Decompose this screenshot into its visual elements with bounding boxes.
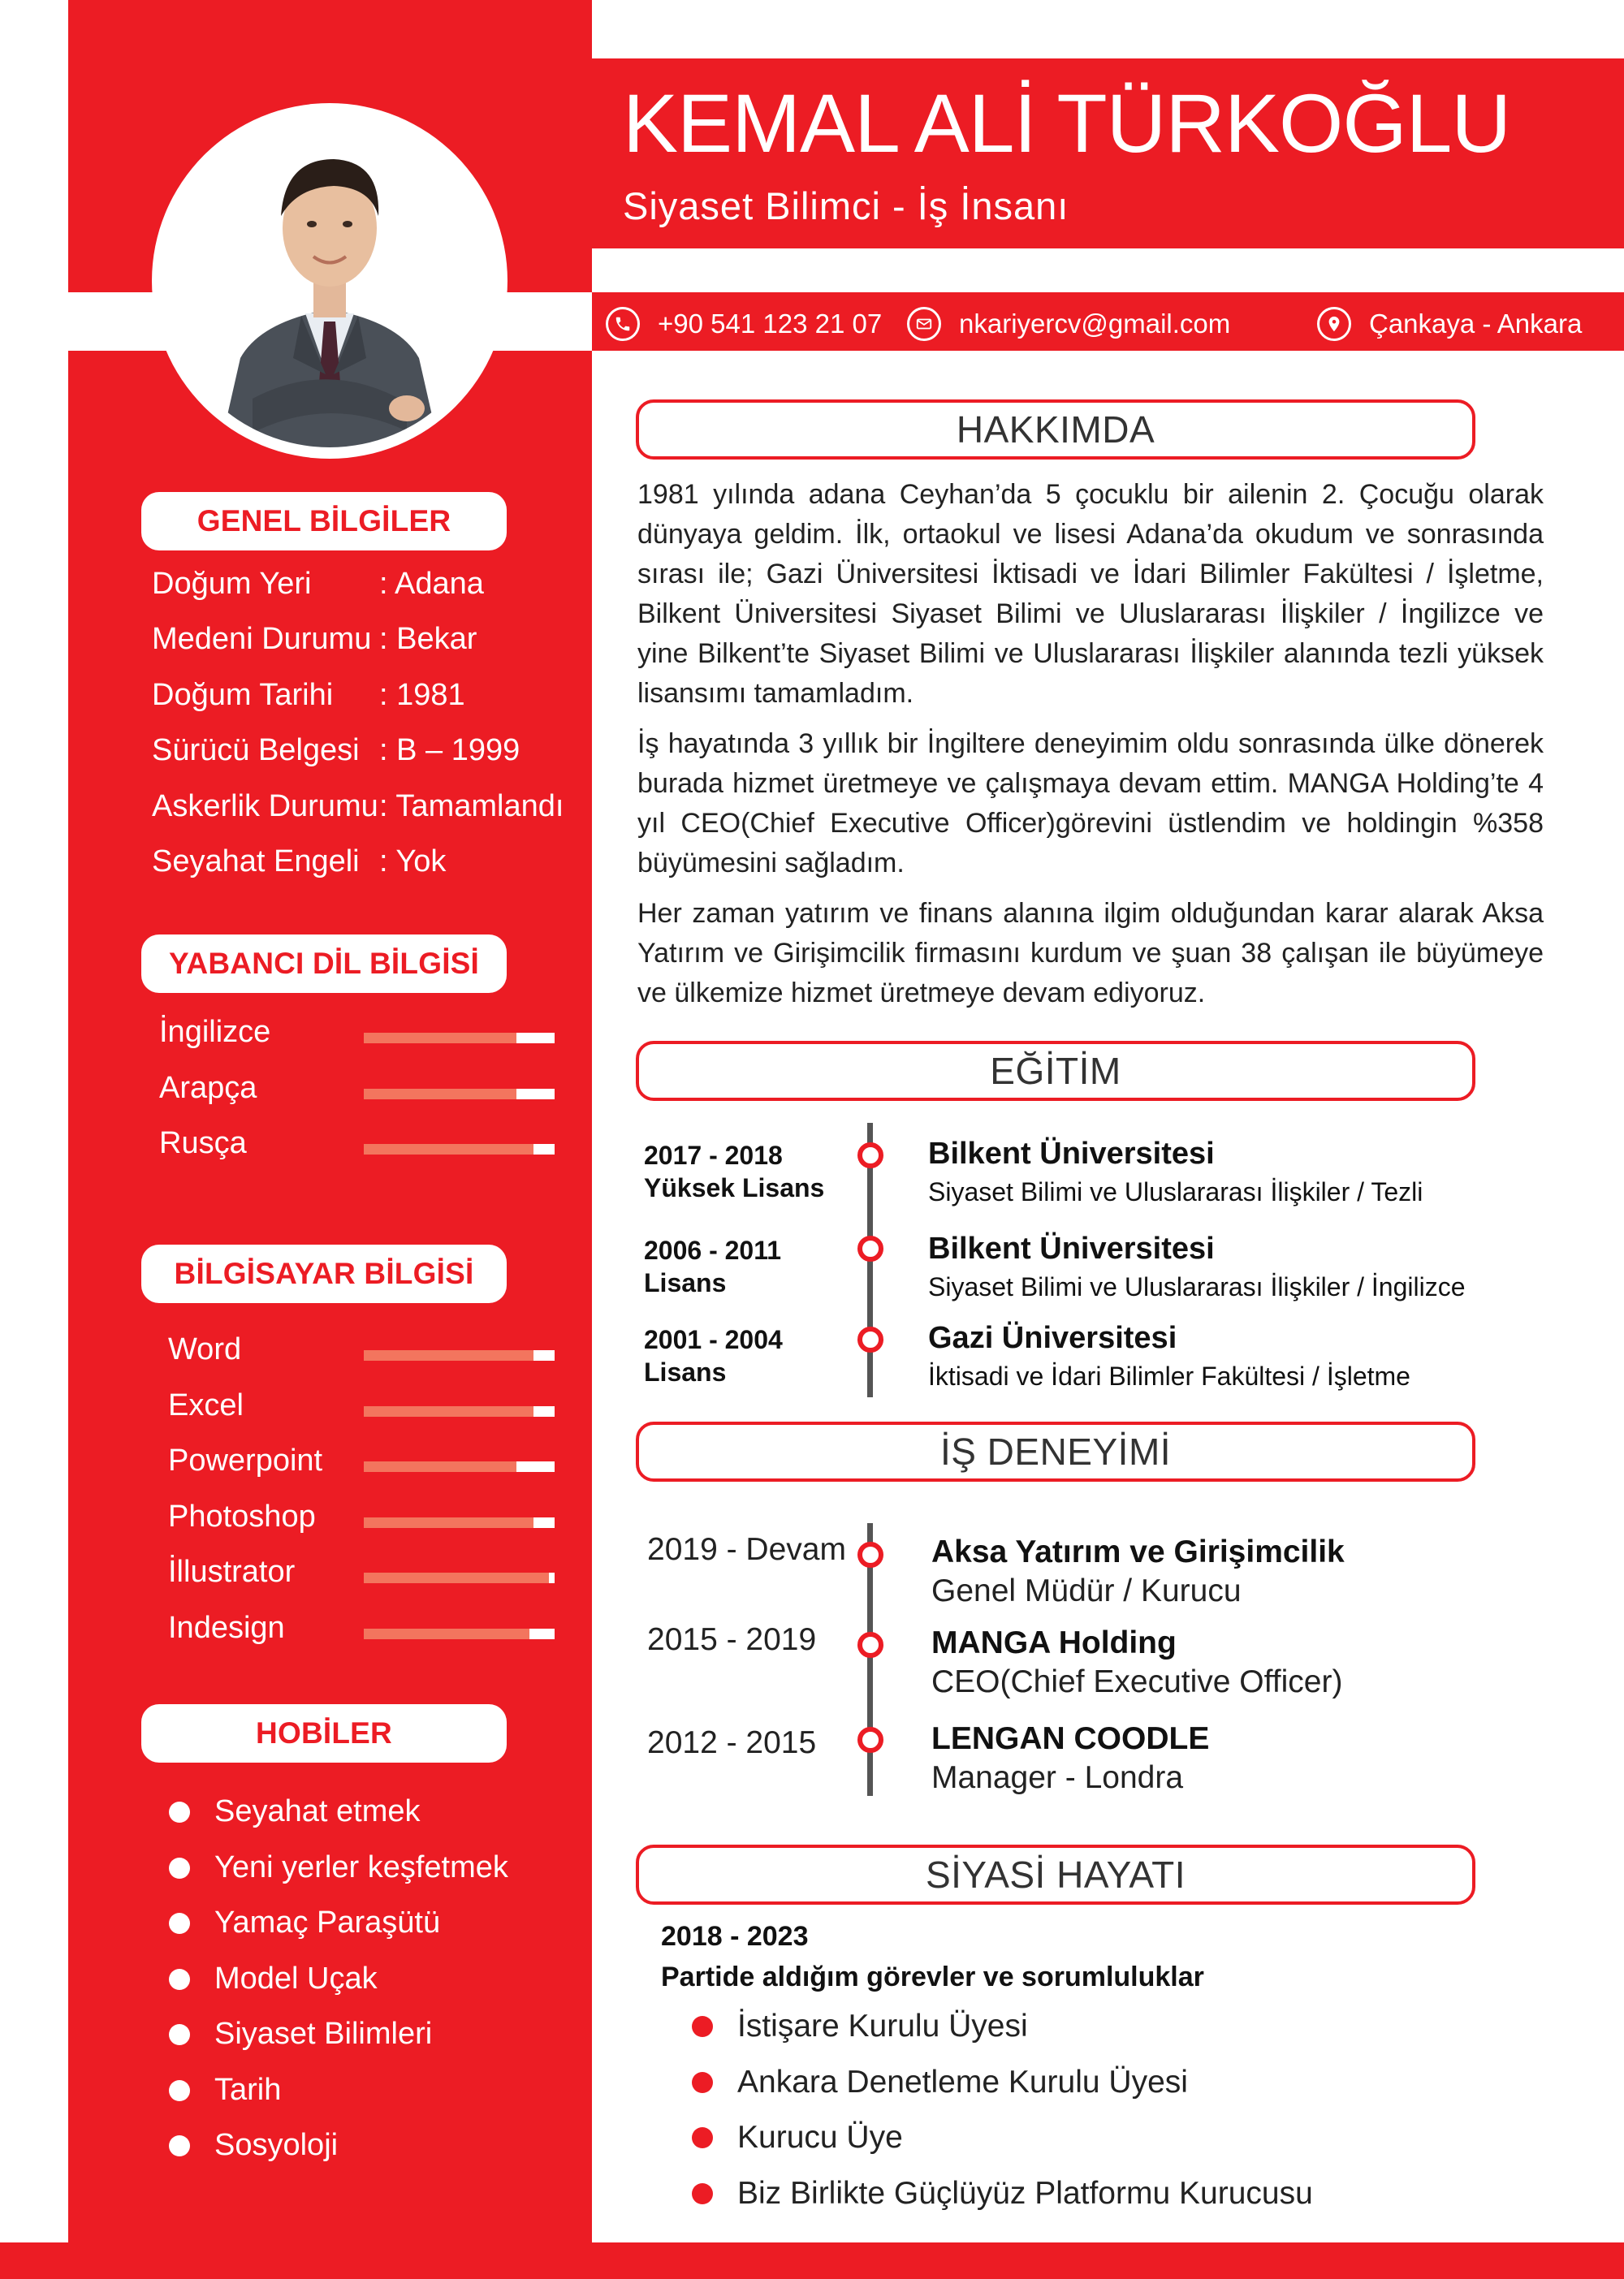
politics-description: Partide aldığım görevler ve sorumluluklar	[661, 1962, 1204, 1992]
politics-label: Ankara Denetleme Kurulu Üyesi	[737, 2065, 1188, 2100]
bullet-icon	[169, 1858, 190, 1879]
section-heading-experience: İŞ DENEYİMİ	[636, 1422, 1475, 1482]
hobby-label: Sosyoloji	[214, 2128, 339, 2162]
timeline-dot	[857, 1727, 883, 1753]
skill-fill	[364, 1350, 533, 1361]
hobby-item	[169, 2017, 432, 2052]
education-years: 2006 - 2011	[644, 1236, 782, 1265]
politics-label: İstişare Kurulu Üyesi	[737, 2009, 1028, 2044]
job-years: 2012 - 2015	[647, 1725, 817, 1760]
job-company: MANGA Holding	[931, 1625, 1177, 1660]
politics-item	[692, 2120, 903, 2156]
computer-skill-item	[154, 1611, 560, 1656]
skill-name: İllustrator	[168, 1555, 296, 1589]
location-text: Çankaya - Ankara	[1369, 309, 1583, 339]
timeline-dot	[857, 1236, 883, 1262]
education-dept: Siyaset Bilimi ve Uluslararası İlişkiler / İngilizce	[928, 1272, 1466, 1301]
skill-fill	[364, 1461, 516, 1472]
job-role: Genel Müdür / Kurucu	[931, 1573, 1242, 1608]
skill-name: İngilizce	[159, 1015, 271, 1049]
education-years: 2017 - 2018	[644, 1141, 783, 1170]
computer-skill-item	[154, 1388, 560, 1434]
email-address: nkariyercv@gmail.com	[959, 309, 1231, 339]
job-years: 2019 - Devam	[647, 1532, 846, 1567]
decorative-band	[0, 292, 68, 351]
info-value: : Bekar	[379, 622, 477, 656]
section-heading-education: EĞİTİM	[636, 1041, 1475, 1101]
education-years: 2001 - 2004	[644, 1325, 783, 1354]
job-role: Manager - Londra	[931, 1760, 1184, 1795]
footer-band	[0, 2242, 1624, 2279]
contact-phone[interactable]	[606, 307, 882, 341]
computer-skill-item	[154, 1500, 560, 1545]
phone-number: +90 541 123 21 07	[658, 309, 883, 339]
info-value: : B – 1999	[379, 733, 520, 767]
skill-bar	[364, 1089, 555, 1099]
hobby-label: Tarih	[214, 2073, 282, 2107]
about-paragraph: 1981 yılında adana Ceyhan’da 5 çocuklu bir ailenin 2. Çocuğu olarak dünyaya geldim. İlk, ortaokul ve lisesi Adana’da okudum ve sonrasında sırası ile; Gazi Üniversitesi İktisadi ve İdari Bilimler Fakültesi / İşletme, Bilkent Üniversitesi Siyaset Bilimi ve Uluslararası İlişkiler / İngilizce ve yine Bilkent’te Siyaset Bilimi ve Uluslararası İlişkiler alanında tezli yüksek lisansımı tamamladım.	[637, 479, 1544, 709]
hobby-item	[169, 2128, 338, 2163]
section-heading-languages: YABANCI DİL BİLGİSİ	[141, 934, 507, 993]
education-degree: Lisans	[644, 1268, 727, 1297]
skill-bar	[364, 1517, 555, 1528]
skill-fill	[364, 1573, 549, 1583]
phone-icon	[606, 307, 640, 341]
info-row	[152, 789, 564, 824]
hobby-label: Seyahat etmek	[214, 1794, 421, 1828]
skill-bar	[364, 1350, 555, 1361]
info-label: Askerlik Durumu	[152, 789, 378, 823]
info-value: : 1981	[379, 678, 465, 712]
timeline-dot	[857, 1542, 883, 1568]
location-pin-icon	[1317, 307, 1351, 341]
bullet-icon	[169, 1913, 190, 1934]
bullet-icon	[692, 2016, 713, 2037]
politics-item	[692, 2176, 1313, 2212]
info-label: Doğum Yeri	[152, 567, 312, 601]
portrait-illustration	[163, 114, 496, 447]
bullet-icon	[169, 2135, 190, 2156]
info-row	[152, 844, 446, 879]
skill-fill	[364, 1089, 516, 1099]
skill-fill	[364, 1629, 529, 1639]
bullet-icon	[169, 2080, 190, 2101]
bullet-icon	[692, 2072, 713, 2093]
bullet-icon	[169, 1969, 190, 1990]
person-title: Siyaset Bilimci - İş İnsanı	[623, 184, 1069, 227]
info-row	[152, 678, 465, 713]
politics-item	[692, 2065, 1188, 2100]
bullet-icon	[169, 1802, 190, 1823]
info-label: Sürücü Belgesi	[152, 733, 360, 767]
section-heading-politics: SİYASİ HAYATI	[636, 1845, 1475, 1905]
skill-bar	[364, 1629, 555, 1639]
timeline-dot	[857, 1632, 883, 1658]
skill-name: Indesign	[168, 1611, 285, 1645]
skill-fill	[364, 1033, 516, 1043]
skill-bar	[364, 1144, 555, 1155]
avatar	[163, 114, 496, 447]
skill-fill	[364, 1406, 533, 1417]
job-company: LENGAN COODLE	[931, 1721, 1210, 1756]
section-heading-about: HAKKIMDA	[636, 399, 1475, 460]
hobby-item	[169, 1794, 420, 1829]
hobby-item	[169, 1906, 440, 1940]
skill-name: Photoshop	[168, 1500, 316, 1534]
skill-bar	[364, 1573, 555, 1583]
education-degree: Lisans	[644, 1357, 727, 1387]
bullet-icon	[692, 2183, 713, 2204]
education-school: Bilkent Üniversitesi	[928, 1137, 1215, 1171]
education-school: Bilkent Üniversitesi	[928, 1232, 1215, 1266]
info-row	[152, 567, 484, 602]
computer-skill-item	[154, 1555, 560, 1600]
info-label: Medeni Durumu	[152, 622, 372, 656]
about-paragraph: Her zaman yatırım ve finans alanına ilgim olduğundan karar alarak Aksa Yatırım ve Girişimcilik firmasını kurdum ve şuan 38 çalışan ile büyümeye ve ülkemize hizmet üretmeye devam ediyoruz.	[637, 898, 1544, 1008]
job-role: CEO(Chief Executive Officer)	[931, 1664, 1343, 1699]
section-heading-computer: BİLGİSAYAR BİLGİSİ	[141, 1245, 507, 1303]
skill-name: Rusça	[159, 1126, 247, 1160]
hobby-item	[169, 1850, 508, 1885]
education-school: Gazi Üniversitesi	[928, 1321, 1177, 1355]
education-degree: Yüksek Lisans	[644, 1173, 825, 1202]
skill-bar	[364, 1406, 555, 1417]
section-heading-hobbies: HOBİLER	[141, 1704, 507, 1763]
language-item	[154, 1126, 560, 1172]
info-label: Doğum Tarihi	[152, 678, 334, 712]
about-paragraph: İş hayatında 3 yıllık bir İngiltere deneyimim oldu sonrasında ülke dönerek burada hizmet üretmeye ve çalışmaya devam ettim. MANGA Holding’te 4 yıl CEO(Chief Executive Officer)görevini üstlendim ve holdingin %358 büyümesini sağladım.	[637, 728, 1544, 878]
hobby-label: Siyaset Bilimleri	[214, 2017, 433, 2051]
skill-name: Word	[168, 1332, 242, 1366]
hobby-label: Yeni yerler keşfetmek	[214, 1850, 508, 1884]
language-item	[154, 1015, 560, 1060]
politics-label: Kurucu Üye	[737, 2120, 903, 2155]
skill-fill	[364, 1517, 533, 1528]
info-label: Seyahat Engeli	[152, 844, 360, 878]
info-value: : Tamamlandı	[379, 789, 564, 823]
timeline-dot	[857, 1327, 883, 1353]
language-item	[154, 1071, 560, 1116]
skill-name: Excel	[168, 1388, 244, 1422]
contact-email[interactable]	[907, 307, 1230, 341]
education-dept: İktisadi ve İdari Bilimler Fakültesi / İşletme	[928, 1362, 1410, 1391]
mail-icon	[907, 307, 941, 341]
hobby-label: Model Uçak	[214, 1962, 378, 1996]
skill-bar	[364, 1461, 555, 1472]
education-dept: Siyaset Bilimi ve Uluslararası İlişkiler / Tezli	[928, 1177, 1423, 1206]
info-row	[152, 622, 477, 657]
politics-item	[692, 2009, 1028, 2044]
skill-bar	[364, 1033, 555, 1043]
timeline-dot	[857, 1142, 883, 1168]
skill-name: Arapça	[159, 1071, 257, 1105]
info-row	[152, 733, 520, 768]
person-name: KEMAL ALİ TÜRKOĞLU	[623, 77, 1511, 170]
hobby-label: Yamaç Paraşütü	[214, 1906, 441, 1940]
info-value: : Adana	[379, 567, 484, 601]
skill-fill	[364, 1144, 533, 1155]
contact-location	[1317, 307, 1582, 341]
computer-skill-item	[154, 1444, 560, 1489]
bullet-icon	[169, 2024, 190, 2045]
politics-period: 2018 - 2023	[661, 1921, 809, 1952]
politics-label: Biz Birlikte Güçlüyüz Platformu Kurucusu	[737, 2176, 1313, 2211]
skill-name: Powerpoint	[168, 1444, 323, 1478]
bullet-icon	[692, 2127, 713, 2148]
hobby-item	[169, 2073, 281, 2108]
section-heading-general: GENEL BİLGİLER	[141, 492, 507, 550]
computer-skill-item	[154, 1332, 560, 1378]
job-years: 2015 - 2019	[647, 1622, 817, 1657]
info-value: : Yok	[379, 844, 447, 878]
job-company: Aksa Yatırım ve Girişimcilik	[931, 1534, 1345, 1569]
hobby-item	[169, 1962, 378, 1996]
